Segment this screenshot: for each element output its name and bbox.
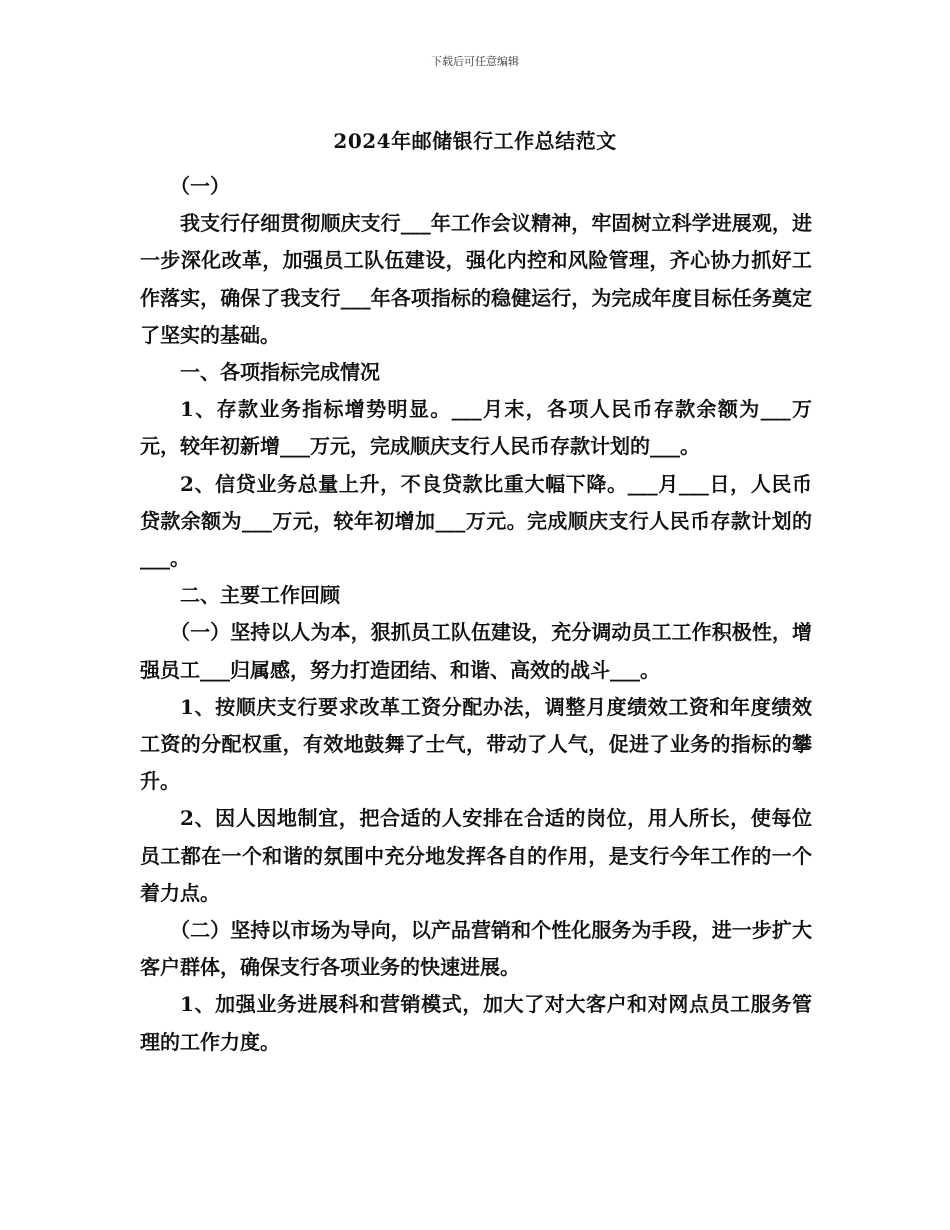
paragraph: 2、信贷业务总量上升，不良贷款比重大幅下降。___月___日，人民币贷款余额为___万元，较年初增加___万元。完成顺庆支行人民币存款计划的___。 — [140, 471, 812, 571]
page-header-note: 下载后可任意编辑 — [431, 55, 519, 68]
paragraph: 1、加强业务进展科和营销模式，加大了对大客户和对网点员工服务管理的工作力度。 — [140, 992, 812, 1054]
document-title: 2024年邮储银行工作总结范文 — [333, 129, 617, 153]
section-heading: 二、主要工作回顾 — [180, 583, 340, 608]
document-body — [140, 168, 812, 1061]
paragraph: 我支行仔细贯彻顺庆支行___年工作会议精神，牢固树立科学进展观，进一步深化改革，加强员工队伍建设，强化内控和风险管理，齐心协力抓好工作落实，确保了我支行___年各项指标的稳健运行，为完成年度目标任务奠定了坚实的基础。 — [140, 211, 812, 347]
section-heading: 一、各项指标完成情况 — [180, 360, 380, 385]
subsection-paragraph: （二）坚持以市场为导向，以产品营销和个性化服务为手段，进一步扩大客户群体，确保支行各项业务的快速进展。 — [140, 918, 812, 980]
paragraph: 1、存款业务指标增势明显。___月末，各项人民币存款余额为___万元，较年初新增___万元，完成顺庆支行人民币存款计划的___。 — [140, 397, 812, 459]
paragraph: 1、按顺庆支行要求改革工资分配办法，调整月度绩效工资和年度绩效工资的分配权重，有效地鼓舞了士气，带动了人气，促进了业务的指标的攀升。 — [140, 694, 812, 794]
paragraph: 2、因人因地制宜，把合适的人安排在合适的岗位，用人所长，使每位员工都在一个和谐的氛围中充分地发挥各自的作用，是支行今年工作的一个着力点。 — [140, 806, 812, 905]
section-marker: （一） — [170, 174, 230, 198]
subsection-paragraph: （一）坚持以人为本，狠抓员工队伍建设，充分调动员工工作积极性，增强员工___归属感，努力打造团结、和谐、高效的战斗___。 — [140, 620, 812, 682]
